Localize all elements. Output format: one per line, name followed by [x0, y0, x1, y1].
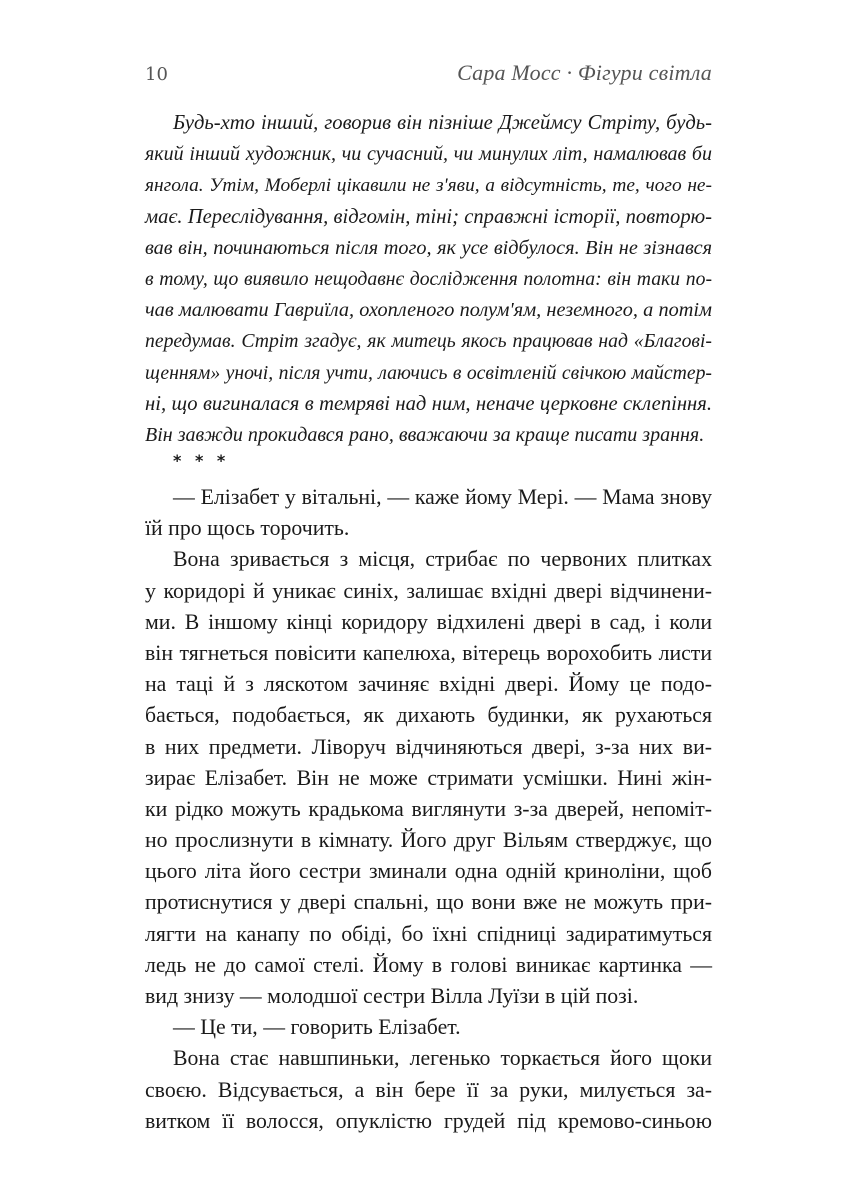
- text-line: ми. В іншому кінці коридору відхилені двері в сад, і коли: [145, 609, 712, 634]
- text-line: бається, подобається, як дихають будинки, як рухаються: [145, 703, 712, 728]
- text-line: лягти на канапу по обіді, бо їхні спідниці задиратимуться: [145, 921, 712, 946]
- text-line: на таці й з ляскотом зачиняє вхідні двері. Йому це подо-: [145, 672, 712, 697]
- text-line: ки рідко можуть крадькома виглянути з-за дверей, непоміт-: [145, 796, 712, 821]
- text-line: вав він, починаються після того, як усе відбулося. Він не зізнався: [145, 236, 712, 259]
- text-line: — Це ти, — говорить Елізабет.: [173, 1015, 461, 1040]
- body-text: [145, 482, 712, 1137]
- text-line: цього літа його сестри зминали одна одній криноліни, щоб: [145, 859, 712, 884]
- page-number: 10: [145, 64, 168, 85]
- italic-quote-paragraph: [145, 108, 712, 451]
- text-line: Вона зривається з місця, стрибає по червоних плитках: [173, 547, 712, 572]
- text-line: передумав. Стріт згадує, як митець якось працював над «Благові-: [145, 330, 712, 353]
- text-line: у коридорі й уникає синіх, залишає вхідні двері відчинени-: [145, 578, 712, 603]
- text-line: щенням» уночі, після учти, лаючись в освітленій свічкою майстер-: [145, 361, 712, 384]
- text-line: протиснутися у двері спальні, що вони вже не можуть при-: [145, 890, 712, 915]
- text-line: — Елізабет у вітальні, — каже йому Мері. — Мама знову: [173, 485, 712, 509]
- text-line: в них предмети. Ліворуч відчиняються двері, з-за них ви-: [145, 734, 712, 759]
- section-break: * * *: [173, 451, 230, 470]
- text-line: своєю. Відсувається, а він бере її за руки, милується за-: [145, 1077, 712, 1102]
- text-line: янгола. Утім, Моберлі цікавили не з'яви, а відсутність, те, чого не-: [145, 175, 712, 197]
- text-line: їй про щось торочить.: [145, 516, 350, 541]
- text-line: Вона стає навшпиньки, легенько торкається його щоки: [173, 1046, 712, 1071]
- text-line: має. Переслідування, відгомін, тіні; справжні історії, повторю-: [145, 205, 712, 228]
- running-title: Сара Мосс · Фігури світла: [457, 60, 712, 85]
- text-line: в тому, що виявило нещодавнє дослідження полотна: він таки по-: [145, 267, 712, 290]
- text-line: Він завжди прокидався рано, вважаючи за краще писати зрання.: [145, 423, 705, 446]
- text-line: но прослизнути в кімнату. Його друг Вільям стверджує, що: [145, 828, 712, 853]
- text-line: вид знизу — молодшої сестри Вілла Луїзи в цій позі.: [145, 984, 639, 1008]
- text-line: який інший художник, чи сучасний, чи минулих літ, намалював би: [145, 143, 712, 166]
- text-line: чав малювати Гавриїла, охопленого полум'ям, неземного, а потім: [145, 299, 712, 322]
- text-line: ні, що вигиналася в темряві над ним, неначе церковне склепіння.: [145, 392, 712, 415]
- text-line: він тягнеться повісити капелюха, вітерець ворохобить листи: [145, 640, 712, 665]
- text-line: зирає Елізабет. Він не може стримати усмішки. Нині жін-: [145, 765, 712, 790]
- text-line: витком її волосся, опуклістю грудей під кремово-синьою: [145, 1108, 712, 1133]
- text-line: ледь не до самої стелі. Йому в голові виникає картинка —: [145, 952, 712, 977]
- running-header: [145, 60, 712, 86]
- text-line: Будь-хто інший, говорив він пізніше Джеймсу Стріту, будь-: [173, 112, 712, 134]
